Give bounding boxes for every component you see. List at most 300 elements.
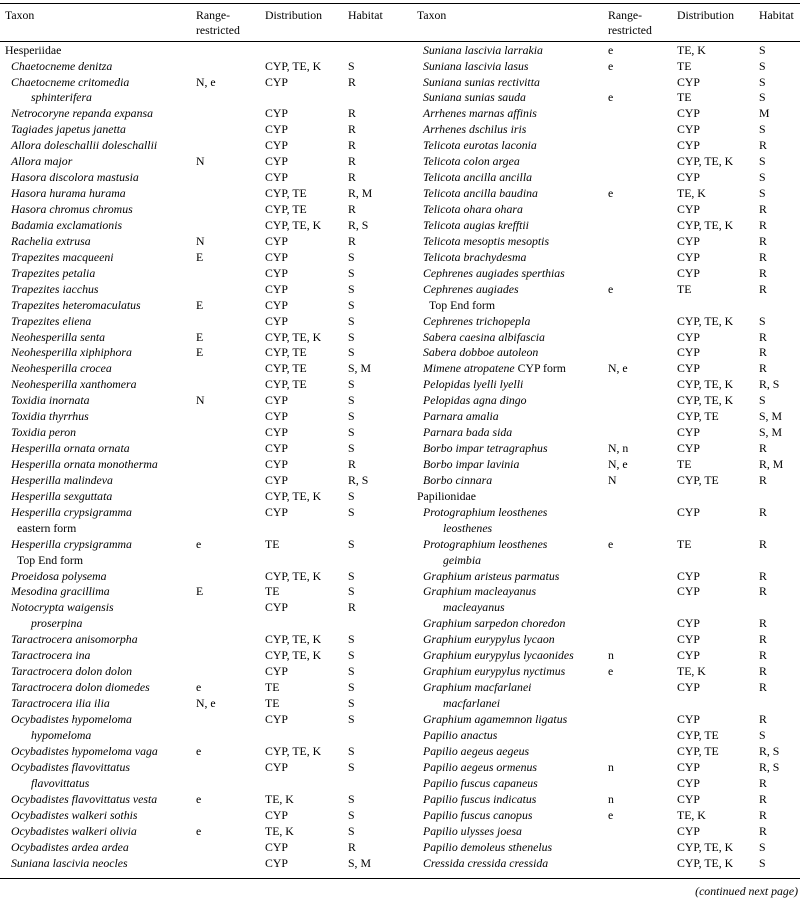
habitat-value: S bbox=[348, 760, 355, 774]
header-habitat-left: Habitat bbox=[348, 8, 383, 22]
family-heading: Papilionidae bbox=[417, 489, 476, 503]
header-range-left-1: Range- bbox=[196, 8, 231, 22]
habitat-value: R bbox=[759, 218, 767, 232]
taxon-name: macleayanus bbox=[443, 600, 505, 614]
taxon-name: Papilio fuscus capaneus bbox=[423, 776, 538, 790]
distribution-value: CYP bbox=[677, 202, 700, 216]
taxon-name: Pelopidas lyelli lyelli bbox=[423, 377, 524, 391]
taxon-name: Ocybadistes hypomeloma bbox=[11, 712, 132, 726]
distribution-value: CYP bbox=[265, 122, 288, 136]
range-restricted-value: e bbox=[608, 90, 614, 104]
distribution-value: TE bbox=[677, 59, 692, 73]
habitat-value: R, S bbox=[759, 760, 780, 774]
taxon-name: Papilio fuscus indicatus bbox=[423, 792, 537, 806]
distribution-value: CYP bbox=[265, 664, 288, 678]
distribution-value: TE bbox=[265, 537, 280, 551]
range-restricted-value: e bbox=[608, 59, 614, 73]
taxon-name: Chaetocneme critomedia bbox=[11, 75, 130, 89]
habitat-value: M bbox=[759, 106, 770, 120]
taxon-name: Ocybadistes walkeri olivia bbox=[11, 824, 137, 838]
distribution-value: CYP, TE bbox=[265, 345, 307, 359]
distribution-value: CYP bbox=[265, 314, 288, 328]
range-restricted-value: n bbox=[608, 792, 614, 806]
distribution-value: CYP bbox=[265, 154, 288, 168]
distribution-value: CYP, TE, K bbox=[265, 59, 322, 73]
distribution-value: CYP, TE, K bbox=[265, 569, 322, 583]
taxon-name: Taractrocera ina bbox=[11, 648, 91, 662]
taxon-name: Hesperilla crypsigramma bbox=[11, 505, 132, 519]
distribution-value: CYP bbox=[265, 282, 288, 296]
distribution-value: CYP bbox=[265, 170, 288, 184]
taxon-name: Rachelia extrusa bbox=[11, 234, 91, 248]
taxon-name: Papilio ulysses joesa bbox=[423, 824, 522, 838]
distribution-value: CYP bbox=[265, 856, 288, 870]
range-restricted-value: E bbox=[196, 330, 204, 344]
habitat-value: S bbox=[759, 75, 766, 89]
habitat-value: R bbox=[759, 361, 767, 375]
taxon-name: Telicota ancilla ancilla bbox=[423, 170, 533, 184]
habitat-value: R bbox=[348, 840, 356, 854]
range-restricted-value: e bbox=[608, 664, 614, 678]
habitat-value: R bbox=[348, 154, 356, 168]
distribution-value: CYP bbox=[677, 505, 700, 519]
habitat-value: S bbox=[348, 266, 355, 280]
taxon-name: Suniana lascivia larrakia bbox=[423, 43, 543, 57]
distribution-value: TE, K bbox=[677, 664, 706, 678]
range-restricted-value: e bbox=[608, 43, 614, 57]
distribution-value: CYP, TE, K bbox=[265, 489, 322, 503]
header-habitat-right: Habitat bbox=[759, 8, 794, 22]
taxon-name: Arrhenes dschilus iris bbox=[423, 122, 527, 136]
header-distribution-left: Distribution bbox=[265, 8, 323, 22]
table-header-rule bbox=[0, 41, 800, 42]
habitat-value: S bbox=[348, 537, 355, 551]
taxon-name: Parnara bada sida bbox=[423, 425, 513, 439]
taxon-name: Trapezites heteromaculatus bbox=[11, 298, 141, 312]
distribution-value: CYP bbox=[265, 234, 288, 248]
taxon-name: Cephrenes augiades bbox=[423, 282, 519, 296]
habitat-value: S, M bbox=[348, 361, 371, 375]
range-restricted-value: N, e bbox=[196, 75, 216, 89]
distribution-value: TE bbox=[265, 696, 280, 710]
distribution-value: TE bbox=[265, 680, 280, 694]
habitat-value: S bbox=[348, 824, 355, 838]
habitat-value: S bbox=[759, 840, 766, 854]
taxon-name: Badamia exclamationis bbox=[11, 218, 123, 232]
taxon-name: Trapezites petalia bbox=[11, 266, 96, 280]
taxon-name: Top End form bbox=[17, 553, 84, 567]
taxon-name: Suniana sunias sauda bbox=[423, 90, 526, 104]
distribution-value: CYP bbox=[265, 250, 288, 264]
header-distribution-right: Distribution bbox=[677, 8, 735, 22]
range-restricted-value: N bbox=[608, 473, 617, 487]
distribution-value: CYP bbox=[677, 712, 700, 726]
distribution-value: CYP, TE, K bbox=[265, 330, 322, 344]
taxon-name: Hesperilla ornata ornata bbox=[11, 441, 130, 455]
distribution-value: TE bbox=[677, 457, 692, 471]
habitat-value: R, S bbox=[759, 377, 780, 391]
habitat-value: R bbox=[348, 75, 356, 89]
taxon-name: Hesperilla ornata monotherma bbox=[11, 457, 158, 471]
habitat-value: S bbox=[348, 648, 355, 662]
habitat-value: R, M bbox=[759, 457, 784, 471]
taxon-name: Trapezites eliena bbox=[11, 314, 92, 328]
taxon-name: Telicota mesoptis mesoptis bbox=[423, 234, 550, 248]
distribution-value: CYP, TE bbox=[265, 202, 307, 216]
habitat-value: S bbox=[759, 170, 766, 184]
taxon-name: Sabera dobboe autoleon bbox=[423, 345, 539, 359]
habitat-value: R, S bbox=[348, 218, 369, 232]
habitat-value: S bbox=[759, 856, 766, 870]
taxon-name: sphinterifera bbox=[31, 90, 92, 104]
range-restricted-value: e bbox=[608, 808, 614, 822]
range-restricted-value: n bbox=[608, 648, 614, 662]
habitat-value: R bbox=[348, 170, 356, 184]
distribution-value: CYP bbox=[265, 75, 288, 89]
taxon-name: Proeidosa polysema bbox=[11, 569, 107, 583]
taxon-name: Notocrypta waigensis bbox=[11, 600, 114, 614]
taxon-name: Hesperilla sexguttata bbox=[11, 489, 113, 503]
taxon-name: Graphium macfarlanei bbox=[423, 680, 532, 694]
distribution-value: CYP bbox=[677, 441, 700, 455]
distribution-value: CYP bbox=[265, 760, 288, 774]
habitat-value: S bbox=[759, 314, 766, 328]
habitat-value: S bbox=[348, 330, 355, 344]
habitat-value: S bbox=[759, 728, 766, 742]
taxon-name: eastern form bbox=[17, 521, 77, 535]
habitat-value: S bbox=[759, 186, 766, 200]
taxon-name: Cephrenes augiades sperthias bbox=[423, 266, 565, 280]
habitat-value: R bbox=[759, 584, 767, 598]
habitat-value: S bbox=[348, 505, 355, 519]
distribution-value: CYP bbox=[265, 409, 288, 423]
distribution-value: CYP bbox=[265, 457, 288, 471]
taxon-name: Allora doleschallii doleschallii bbox=[11, 138, 158, 152]
header-range-right-2: restricted bbox=[608, 23, 652, 37]
distribution-value: CYP, TE, K bbox=[677, 218, 734, 232]
taxon-name: Graphium agamemnon ligatus bbox=[423, 712, 568, 726]
range-restricted-value: N bbox=[196, 393, 205, 407]
continued-note: (continued next page) bbox=[695, 884, 798, 898]
habitat-value: R bbox=[759, 473, 767, 487]
habitat-value: R bbox=[759, 345, 767, 359]
taxon-name: Telicota eurotas laconia bbox=[423, 138, 537, 152]
distribution-value: CYP bbox=[677, 122, 700, 136]
distribution-value: CYP bbox=[677, 138, 700, 152]
taxon-name: Graphium macleayanus bbox=[423, 584, 537, 598]
distribution-value: CYP, TE, K bbox=[677, 393, 734, 407]
taxon-name: Top End form bbox=[429, 298, 496, 312]
habitat-value: R bbox=[759, 680, 767, 694]
habitat-value: R bbox=[759, 234, 767, 248]
taxon-name: Papilio anactus bbox=[423, 728, 498, 742]
taxon-name: Sabera caesina albifascia bbox=[423, 330, 545, 344]
habitat-value: S bbox=[348, 393, 355, 407]
distribution-value: CYP bbox=[677, 425, 700, 439]
taxon-name: Borbo impar tetragraphus bbox=[423, 441, 548, 455]
taxon-name: macfarlanei bbox=[443, 696, 501, 710]
distribution-value: CYP bbox=[265, 712, 288, 726]
habitat-value: S bbox=[348, 744, 355, 758]
habitat-value: R bbox=[759, 537, 767, 551]
taxon-name: Graphium eurypylus lycaon bbox=[423, 632, 555, 646]
range-restricted-value: n bbox=[608, 760, 614, 774]
range-restricted-value: N, e bbox=[608, 457, 628, 471]
habitat-value: R bbox=[759, 138, 767, 152]
taxon-name: Ocybadistes walkeri sothis bbox=[11, 808, 138, 822]
taxon-name: Mimene atropatene CYP form bbox=[423, 361, 566, 375]
distribution-value: CYP bbox=[677, 234, 700, 248]
habitat-value: R bbox=[759, 202, 767, 216]
taxon-name: Neohesperilla crocea bbox=[11, 361, 112, 375]
distribution-value: CYP bbox=[265, 840, 288, 854]
distribution-value: CYP bbox=[265, 106, 288, 120]
distribution-value: CYP bbox=[265, 600, 288, 614]
habitat-value: R bbox=[759, 441, 767, 455]
taxon-name: Hasora chromus chromus bbox=[11, 202, 133, 216]
habitat-value: R, S bbox=[348, 473, 369, 487]
habitat-value: S bbox=[348, 250, 355, 264]
habitat-value: R bbox=[759, 250, 767, 264]
taxon-name: Cephrenes trichopepla bbox=[423, 314, 531, 328]
habitat-value: S bbox=[348, 584, 355, 598]
range-restricted-value: e bbox=[608, 186, 614, 200]
distribution-value: CYP, TE, K bbox=[265, 632, 322, 646]
taxon-name: Suniana lascivia neocles bbox=[11, 856, 128, 870]
habitat-value: S bbox=[348, 792, 355, 806]
habitat-value: S bbox=[348, 489, 355, 503]
distribution-value: CYP, TE bbox=[677, 744, 719, 758]
taxon-name: Telicota brachydesma bbox=[423, 250, 527, 264]
taxon-name: Ocybadistes flavovittatus vesta bbox=[11, 792, 158, 806]
distribution-value: TE, K bbox=[265, 792, 294, 806]
taxon-name: Toxidia inornata bbox=[11, 393, 90, 407]
range-restricted-value: e bbox=[196, 537, 202, 551]
habitat-value: S bbox=[759, 122, 766, 136]
habitat-value: R bbox=[759, 712, 767, 726]
taxon-name: Chaetocneme denitza bbox=[11, 59, 113, 73]
distribution-value: CYP bbox=[265, 441, 288, 455]
taxon-name: Suniana lascivia lasus bbox=[423, 59, 529, 73]
range-restricted-value: e bbox=[196, 744, 202, 758]
taxon-name: Borbo cinnara bbox=[423, 473, 493, 487]
taxon-name: Toxidia peron bbox=[11, 425, 76, 439]
habitat-value: S bbox=[348, 425, 355, 439]
taxon-name: Graphium eurypylus lycaonides bbox=[423, 648, 574, 662]
distribution-value: CYP, TE, K bbox=[677, 377, 734, 391]
habitat-value: S bbox=[348, 680, 355, 694]
distribution-value: CYP, TE, K bbox=[677, 840, 734, 854]
habitat-value: R bbox=[759, 282, 767, 296]
taxon-name: Taractrocera anisomorpha bbox=[11, 632, 138, 646]
taxon-name: Hesperilla malindeva bbox=[11, 473, 113, 487]
distribution-value: CYP bbox=[677, 361, 700, 375]
taxon-name: Suniana sunias rectivitta bbox=[423, 75, 540, 89]
taxon-name: Ocybadistes flavovittatus bbox=[11, 760, 130, 774]
taxon-name: Telicota augias krefftii bbox=[423, 218, 529, 232]
habitat-value: S bbox=[348, 712, 355, 726]
habitat-value: S, M bbox=[348, 856, 371, 870]
habitat-value: R bbox=[348, 234, 356, 248]
distribution-value: CYP bbox=[677, 648, 700, 662]
range-restricted-value: E bbox=[196, 298, 204, 312]
taxon-name: Trapezites iacchus bbox=[11, 282, 99, 296]
distribution-value: CYP bbox=[265, 505, 288, 519]
habitat-value: S bbox=[348, 314, 355, 328]
distribution-value: CYP bbox=[265, 266, 288, 280]
taxon-name: Netrocoryne repanda expansa bbox=[11, 106, 153, 120]
distribution-value: TE bbox=[265, 584, 280, 598]
distribution-value: CYP bbox=[677, 584, 700, 598]
habitat-value: S bbox=[348, 409, 355, 423]
taxon-name: flavovittatus bbox=[31, 776, 90, 790]
distribution-value: CYP bbox=[265, 138, 288, 152]
habitat-value: S bbox=[759, 43, 766, 57]
distribution-value: CYP, TE, K bbox=[677, 314, 734, 328]
distribution-value: CYP, TE, K bbox=[677, 154, 734, 168]
habitat-value: S bbox=[348, 808, 355, 822]
distribution-value: CYP, TE bbox=[677, 473, 719, 487]
taxon-name: Graphium aristeus parmatus bbox=[423, 569, 560, 583]
taxon-name: Graphium eurypylus nyctimus bbox=[423, 664, 566, 678]
distribution-value: CYP bbox=[265, 298, 288, 312]
distribution-value: TE bbox=[677, 282, 692, 296]
habitat-value: S bbox=[348, 441, 355, 455]
habitat-value: S bbox=[348, 282, 355, 296]
taxon-name: Arrhenes marnas affinis bbox=[423, 106, 537, 120]
distribution-value: CYP bbox=[677, 75, 700, 89]
distribution-value: TE, K bbox=[265, 824, 294, 838]
taxon-name: Hasora discolora mastusia bbox=[11, 170, 139, 184]
distribution-value: CYP bbox=[677, 760, 700, 774]
distribution-value: CYP bbox=[677, 792, 700, 806]
habitat-value: S bbox=[348, 59, 355, 73]
range-restricted-value: N bbox=[196, 154, 205, 168]
taxon-name: Papilio aegeus aegeus bbox=[423, 744, 530, 758]
habitat-value: R bbox=[759, 664, 767, 678]
taxon-name: Protographium leosthenes bbox=[423, 505, 548, 519]
habitat-value: R bbox=[759, 792, 767, 806]
taxon-name: Hasora hurama hurama bbox=[11, 186, 126, 200]
distribution-value: CYP, TE bbox=[265, 361, 307, 375]
habitat-value: R bbox=[759, 776, 767, 790]
habitat-value: R bbox=[348, 600, 356, 614]
habitat-value: S bbox=[348, 664, 355, 678]
habitat-value: S bbox=[759, 393, 766, 407]
taxon-name: geimbia bbox=[443, 553, 482, 567]
range-restricted-value: N, e bbox=[196, 696, 216, 710]
taxon-name: Telicota colon argea bbox=[423, 154, 520, 168]
taxon-name: Neohesperilla xanthomera bbox=[11, 377, 137, 391]
habitat-value: S bbox=[759, 90, 766, 104]
habitat-value: S, M bbox=[759, 425, 782, 439]
taxon-name: Taractrocera dolon dolon bbox=[11, 664, 133, 678]
taxon-name: Hesperilla crypsigramma bbox=[11, 537, 132, 551]
habitat-value: R bbox=[759, 505, 767, 519]
taxon-name: Papilio aegeus ormenus bbox=[423, 760, 538, 774]
distribution-value: CYP, TE, K bbox=[265, 218, 322, 232]
range-restricted-value: N bbox=[196, 234, 205, 248]
taxon-name: Graphium sarpedon choredon bbox=[423, 616, 566, 630]
taxon-name: Borbo impar lavinia bbox=[423, 457, 520, 471]
distribution-value: TE bbox=[677, 90, 692, 104]
range-restricted-value: N, e bbox=[608, 361, 628, 375]
taxon-name: Protographium leosthenes bbox=[423, 537, 548, 551]
taxon-name: Trapezites macqueeni bbox=[11, 250, 114, 264]
habitat-value: S, M bbox=[759, 409, 782, 423]
range-restricted-value: e bbox=[196, 792, 202, 806]
range-restricted-value: e bbox=[196, 680, 202, 694]
distribution-value: CYP bbox=[265, 808, 288, 822]
distribution-value: CYP bbox=[677, 616, 700, 630]
habitat-value: R bbox=[759, 808, 767, 822]
distribution-value: CYP, TE bbox=[677, 409, 719, 423]
distribution-value: TE bbox=[677, 537, 692, 551]
distribution-value: CYP bbox=[265, 393, 288, 407]
distribution-value: CYP bbox=[265, 425, 288, 439]
taxon-name: Allora major bbox=[11, 154, 73, 168]
taxon-name: Neohesperilla senta bbox=[11, 330, 106, 344]
taxon-name: Telicota ohara ohara bbox=[423, 202, 523, 216]
habitat-value: R bbox=[759, 266, 767, 280]
habitat-value: R bbox=[759, 648, 767, 662]
taxon-name: Ocybadistes ardea ardea bbox=[11, 840, 129, 854]
taxon-name: Mesodina gracillima bbox=[11, 584, 110, 598]
habitat-value: S bbox=[348, 632, 355, 646]
taxon-name: Papilio demoleus sthenelus bbox=[423, 840, 553, 854]
taxon-name: proserpina bbox=[31, 616, 83, 630]
habitat-value: S bbox=[759, 154, 766, 168]
habitat-value: R bbox=[759, 824, 767, 838]
taxon-name: hypomeloma bbox=[31, 728, 92, 742]
range-restricted-value: e bbox=[608, 537, 614, 551]
distribution-value: CYP, TE bbox=[677, 728, 719, 742]
habitat-value: S bbox=[348, 298, 355, 312]
table-top-rule bbox=[0, 3, 800, 4]
family-heading: Hesperiidae bbox=[5, 43, 62, 57]
distribution-value: CYP bbox=[677, 569, 700, 583]
distribution-value: CYP, TE bbox=[265, 377, 307, 391]
header-range-right-1: Range- bbox=[608, 8, 643, 22]
taxon-name: Cressida cressida cressida bbox=[423, 856, 549, 870]
distribution-value: CYP, TE, K bbox=[265, 744, 322, 758]
header-taxon-right: Taxon bbox=[417, 8, 447, 22]
habitat-value: R bbox=[348, 106, 356, 120]
range-restricted-value: e bbox=[608, 282, 614, 296]
habitat-value: R bbox=[759, 632, 767, 646]
habitat-value: R bbox=[759, 330, 767, 344]
taxon-name: Toxidia thyrrhus bbox=[11, 409, 89, 423]
distribution-value: CYP bbox=[677, 106, 700, 120]
distribution-value: CYP, TE bbox=[265, 186, 307, 200]
habitat-value: R bbox=[759, 616, 767, 630]
taxon-name: Telicota ancilla baudina bbox=[423, 186, 538, 200]
habitat-value: S bbox=[348, 345, 355, 359]
habitat-value: R bbox=[348, 202, 356, 216]
distribution-value: TE, K bbox=[677, 808, 706, 822]
distribution-value: CYP bbox=[677, 250, 700, 264]
taxon-name: leosthenes bbox=[443, 521, 493, 535]
distribution-value: CYP bbox=[677, 266, 700, 280]
habitat-value: R bbox=[759, 569, 767, 583]
distribution-value: CYP bbox=[677, 824, 700, 838]
distribution-value: CYP, TE, K bbox=[677, 856, 734, 870]
header-taxon-left: Taxon bbox=[5, 8, 35, 22]
taxon-name: Taractrocera dolon diomedes bbox=[11, 680, 150, 694]
distribution-value: CYP bbox=[677, 776, 700, 790]
habitat-value: S bbox=[348, 377, 355, 391]
taxon-name: Tagiades japetus janetta bbox=[11, 122, 126, 136]
